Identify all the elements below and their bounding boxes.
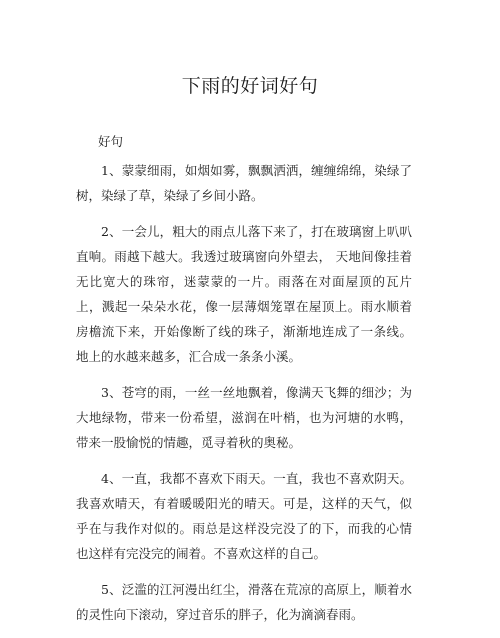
section-heading: 好句 bbox=[98, 134, 124, 149]
paragraph-5: 5、泛滥的江河漫出红尘，滑落在荒凉的高原上，顺着水的灵性向下滚动，穿过音乐的胖子，化为滴滴春雨。 bbox=[76, 582, 412, 622]
paragraph-2: 2、一会儿，粗大的雨点儿落下来了，打在玻璃窗上叭叭直响。雨越下越大。我透过玻璃窗向外望去， 天地间像挂着无比宽大的珠帘，迷蒙蒙的一片。雨落在对面屋顶的瓦片上，溅起一朵朵水花，像一层薄烟笼罩在屋顶上。雨水顺着房檐流下来，开始像断了线的珠子，渐渐地连成了一条线。地上的水越来越多，汇合成一条条小溪。 bbox=[76, 224, 412, 364]
article-body bbox=[76, 158, 412, 638]
page-title: 下雨的好词好句 bbox=[181, 75, 319, 97]
paragraph-3: 3、苍穹的雨，一丝一丝地飘着，像满天飞舞的细沙；为大地绿物，带来一份希望，滋润在叶梢，也为河塘的水鸭，带来一股愉悦的情趣，觅寻着秋的奥秘。 bbox=[76, 385, 412, 450]
paragraph-4: 4、一直，我都不喜欢下雨天。一直，我也不喜欢阴天。我喜欢晴天，有着暖暖阳光的晴天。可是，这样的天气，似乎在与我作对似的。雨总是这样没完没了的下，而我的心情也这样有完没完的闹着。不喜欢这样的自己。 bbox=[76, 471, 412, 561]
paragraph-1: 1、蒙蒙细雨，如烟如雾，飘飘洒洒，缠缠绵绵，染绿了树，染绿了草，染绿了乡间小路。 bbox=[76, 163, 412, 203]
